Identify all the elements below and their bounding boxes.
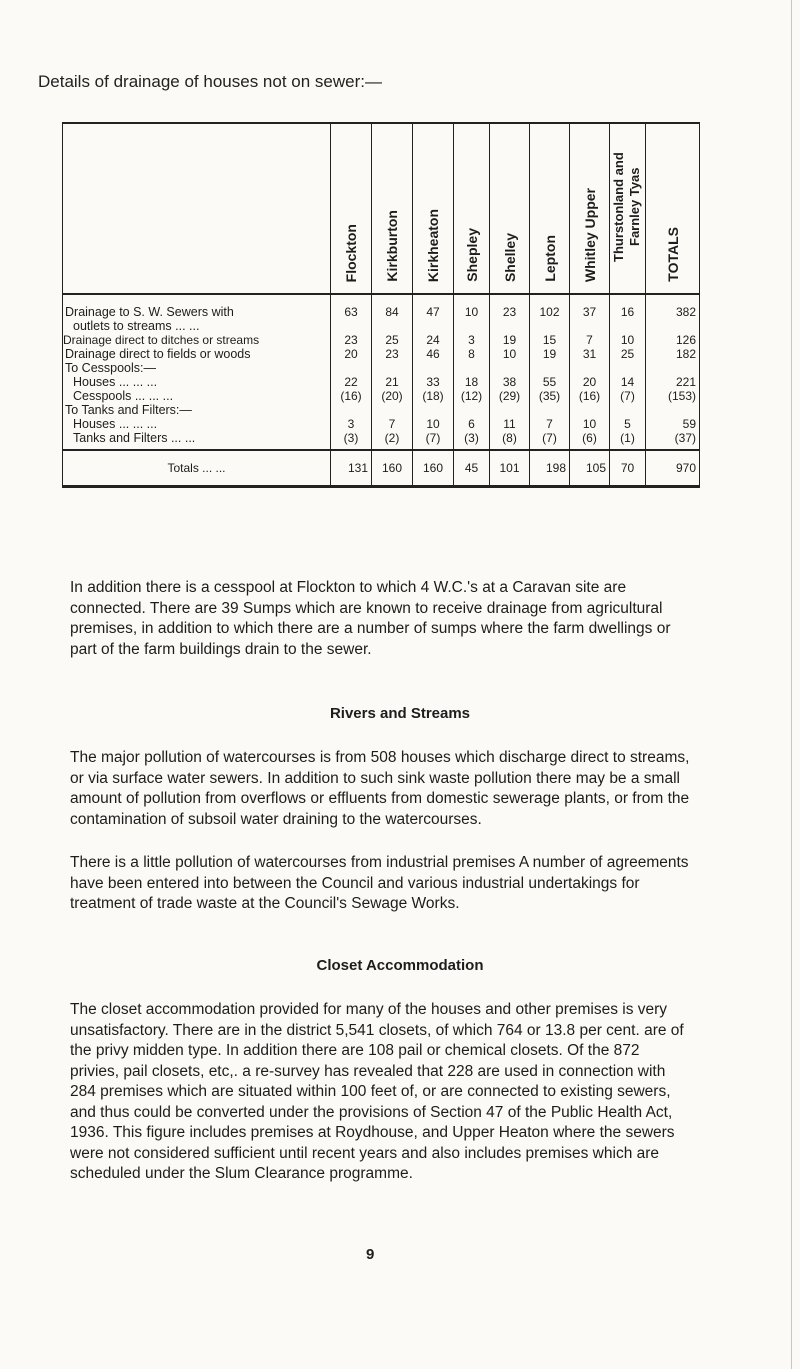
table-cell: 19	[490, 333, 530, 347]
totals-cell: 198	[530, 450, 570, 487]
page-heading: Details of drainage of houses not on sewer:—	[38, 72, 382, 91]
table-cell: 33	[413, 375, 454, 389]
table-cell: (3)	[331, 431, 372, 445]
row-label: Tanks and Filters ... ...	[63, 431, 331, 445]
row-label: Houses ... ... ...	[63, 375, 331, 389]
table-cell: 31	[570, 347, 610, 361]
paragraph-closets: The closet accommodation provided for many of the houses and other premises is very unsatisfactory. There are in the district 5,541 closets, of which 764 or 13.8 per cent. are of the privy midden type. In addition there are 108 pail or chemical closets. Of the 872 privies, pail closets, etc,. a re-survey has revealed that 228 are used in connection with 284 premises which are situated within 100 feet of, or are connected to existing sewers, and thus could be converted under the provisions of Section 47 of the Public Health Act, 1936. This figure includes premises at Roydhouse, and Upper Heaton where the sewers were not considered sufficient until recent years and also includes premises which are scheduled under the Slum Clearance programme.	[70, 1001, 684, 1182]
table-cell: (37)	[646, 431, 700, 445]
table-cell: (3)	[454, 431, 490, 445]
column-header: Thurstonland and Farnley Tyas	[610, 123, 646, 294]
table-cell: 25	[372, 333, 413, 347]
table-cell: 59	[646, 417, 700, 431]
totals-cell: 970	[646, 450, 700, 487]
table-cell: (1)	[610, 431, 646, 445]
table-cell: 23	[490, 305, 530, 319]
table-cell: 22	[331, 375, 372, 389]
table-cell: (8)	[490, 431, 530, 445]
totals-cell: 160	[413, 450, 454, 487]
table-row	[63, 347, 700, 361]
table-cell: 19	[530, 347, 570, 361]
table-cell: 37	[570, 305, 610, 319]
table-cell: 46	[413, 347, 454, 361]
table-cell: (35)	[530, 389, 570, 403]
page-edge	[791, 0, 792, 1369]
table-row	[63, 319, 700, 333]
table-cell: 7	[570, 333, 610, 347]
column-header: Shelley	[490, 123, 530, 294]
table-cell: 6	[454, 417, 490, 431]
table-cell: 21	[372, 375, 413, 389]
totals-cell: 105	[570, 450, 610, 487]
table-cell: 382	[646, 305, 700, 319]
row-label: To Cesspools:—	[63, 361, 331, 375]
table-row	[63, 431, 700, 445]
table-cell: (16)	[570, 389, 610, 403]
table-cell: 84	[372, 305, 413, 319]
table-cell: 38	[490, 375, 530, 389]
table-row	[63, 375, 700, 389]
totals-row	[63, 450, 700, 487]
table-cell: (153)	[646, 389, 700, 403]
table-cell: 16	[610, 305, 646, 319]
table-cell: 126	[646, 333, 700, 347]
table-cell: (29)	[490, 389, 530, 403]
totals-cell: 131	[331, 450, 372, 487]
drainage-table	[62, 122, 700, 488]
table-row	[63, 389, 700, 403]
table-cell: 24	[413, 333, 454, 347]
table-cell: 23	[331, 333, 372, 347]
closet-accommodation-title: Closet Accommodation	[316, 957, 484, 974]
table-cell: (18)	[413, 389, 454, 403]
table-cell: 10	[413, 417, 454, 431]
totals-cell: 101	[490, 450, 530, 487]
table-cell: 20	[331, 347, 372, 361]
table-cell: 10	[490, 347, 530, 361]
column-header: Whitley Upper	[570, 123, 610, 294]
column-header: Lepton	[530, 123, 570, 294]
row-label: To Tanks and Filters:—	[63, 403, 331, 417]
paragraph-industrial: There is a little pollution of watercourses from industrial premises A number of agreements have been entered into between the Council and various industrial undertakings for treatment of trade waste at the Council's Sewage Works.	[70, 854, 689, 912]
column-header: TOTALS	[646, 123, 700, 294]
table-cell: 10	[570, 417, 610, 431]
paragraph-cesspool: In addition there is a cesspool at Flockton to which 4 W.C.'s at a Caravan site are connected. There are 39 Sumps which are known to receive drainage from agricultural premises, in addition to which there are a number of sumps where the farm dwellings or part of the farm buildings drain to the sewer.	[70, 579, 671, 658]
table-cell: (7)	[413, 431, 454, 445]
table-row	[63, 361, 700, 375]
totals-cell: 160	[372, 450, 413, 487]
rivers-streams-title: Rivers and Streams	[329, 705, 471, 722]
table-cell: 182	[646, 347, 700, 361]
column-header: Kirkheaton	[413, 123, 454, 294]
table-cell: 10	[454, 305, 490, 319]
table-row	[63, 403, 700, 417]
table-cell: 7	[530, 417, 570, 431]
table-cell: 102	[530, 305, 570, 319]
table-cell: 8	[454, 347, 490, 361]
paragraph-pollution: The major pollution of watercourses is from 508 houses which discharge direct to streams, or via surface water sewers. In addition to such sink waste pollution there may be a small amount of pollution from overflows or effluents from domestic sewerage plants, or from the contamination of subsoil water draining to the watercourses.	[70, 749, 690, 828]
column-header: Kirkburton	[372, 123, 413, 294]
table-row	[63, 417, 700, 431]
table-cell: 5	[610, 417, 646, 431]
row-label: Cesspools ... ... ...	[63, 389, 331, 403]
table-cell: 47	[413, 305, 454, 319]
table-cell: 3	[454, 333, 490, 347]
table-cell: 11	[490, 417, 530, 431]
totals-label: Totals ... ...	[63, 450, 331, 487]
page-number: 9	[366, 1246, 375, 1263]
table-row	[63, 333, 700, 347]
table-cell: (7)	[530, 431, 570, 445]
table-cell: 18	[454, 375, 490, 389]
totals-cell: 70	[610, 450, 646, 487]
table-cell: 15	[530, 333, 570, 347]
table-cell: (12)	[454, 389, 490, 403]
table-cell: (20)	[372, 389, 413, 403]
table-cell: 10	[610, 333, 646, 347]
row-label: Drainage to S. W. Sewers with	[63, 305, 331, 319]
table-cell: 25	[610, 347, 646, 361]
table-header-row	[63, 123, 700, 294]
table-row	[63, 305, 700, 319]
header-corner	[63, 123, 331, 294]
table-cell: 63	[331, 305, 372, 319]
row-label: Houses ... ... ...	[63, 417, 331, 431]
table-cell: (6)	[570, 431, 610, 445]
row-label: outlets to streams ... ...	[63, 319, 331, 333]
table-cell: 3	[331, 417, 372, 431]
table-cell: (16)	[331, 389, 372, 403]
row-label: Drainage direct to fields or woods	[63, 347, 331, 361]
column-header: Shepley	[454, 123, 490, 294]
table-cell: 221	[646, 375, 700, 389]
table-cell: 14	[610, 375, 646, 389]
table-cell: (2)	[372, 431, 413, 445]
table-cell: 23	[372, 347, 413, 361]
table-cell: 7	[372, 417, 413, 431]
table-cell: (7)	[610, 389, 646, 403]
drainage-table-container	[62, 122, 699, 488]
totals-cell: 45	[454, 450, 490, 487]
row-label: Drainage direct to ditches or streams	[63, 333, 331, 347]
table-cell: 20	[570, 375, 610, 389]
table-cell: 55	[530, 375, 570, 389]
column-header: Flockton	[331, 123, 372, 294]
